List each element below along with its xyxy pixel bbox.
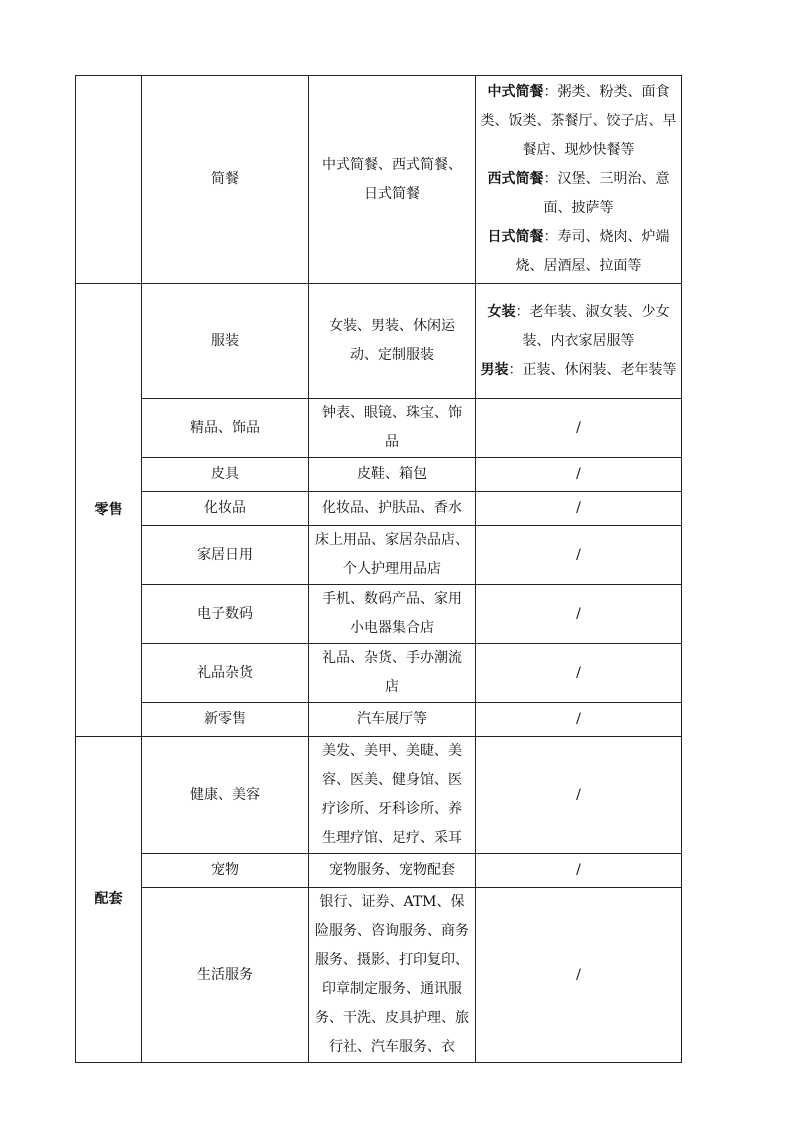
note-line: 女装：老年装、淑女装、少女装、内衣家居服等 xyxy=(487,303,670,349)
examples-cell: 钟表、眼镜、珠宝、饰品 xyxy=(309,399,476,458)
notes-cell xyxy=(476,284,682,399)
type-cell: 服装 xyxy=(142,284,309,399)
category-cell-empty xyxy=(76,76,142,284)
examples-cell: 宠物服务、宠物配套 xyxy=(309,854,476,888)
examples-cell: 化妆品、护肤品、香水 xyxy=(309,492,476,526)
table-row xyxy=(76,737,682,854)
table-row xyxy=(76,854,682,888)
table-row xyxy=(76,284,682,399)
note-label: 女装 xyxy=(487,303,516,320)
examples-cell: 中式简餐、西式简餐、日式简餐 xyxy=(309,76,476,284)
notes-cell: / xyxy=(476,526,682,585)
examples-cell: 手机、数码产品、家用小电器集合店 xyxy=(309,585,476,644)
table-row xyxy=(76,526,682,585)
notes-cell: / xyxy=(476,399,682,458)
table-row xyxy=(76,492,682,526)
notes-cell: / xyxy=(476,458,682,492)
type-cell: 生活服务 xyxy=(142,888,309,1063)
notes-cell: / xyxy=(476,737,682,854)
examples-cell: 礼品、杂货、手办潮流店 xyxy=(309,644,476,703)
notes-cell: / xyxy=(476,644,682,703)
note-line: 中式简餐：粥类、粉类、面食类、饭类、茶餐厅、饺子店、早餐店、现炒快餐等 xyxy=(480,84,677,158)
note-label: 西式简餐 xyxy=(487,171,544,187)
category-cell-support: 配套 xyxy=(76,737,142,1063)
type-cell: 电子数码 xyxy=(142,585,309,644)
type-cell: 简餐 xyxy=(142,76,309,284)
type-cell: 化妆品 xyxy=(142,492,309,526)
type-cell: 皮具 xyxy=(142,458,309,492)
table-row xyxy=(76,458,682,492)
notes-cell: / xyxy=(476,492,682,526)
notes-cell: / xyxy=(476,703,682,737)
table-row xyxy=(76,644,682,703)
note-line: 日式简餐：寿司、烧肉、炉端烧、居酒屋、拉面等 xyxy=(487,229,670,274)
type-cell: 宠物 xyxy=(142,854,309,888)
table-row xyxy=(76,888,682,1063)
notes-cell: / xyxy=(476,888,682,1063)
tenant-category-table xyxy=(75,75,682,1063)
type-cell: 家居日用 xyxy=(142,526,309,585)
note-label: 男装 xyxy=(480,361,509,378)
examples-cell: 皮鞋、箱包 xyxy=(309,458,476,492)
category-cell-retail: 零售 xyxy=(76,284,142,737)
examples-cell: 女装、男装、休闲运动、定制服装 xyxy=(309,284,476,399)
table-row xyxy=(76,399,682,458)
examples-cell: 汽车展厅等 xyxy=(309,703,476,737)
note-line: 男装：正装、休闲装、老年装等 xyxy=(480,361,677,378)
table-row xyxy=(76,585,682,644)
notes-cell xyxy=(476,76,682,284)
type-cell: 精品、饰品 xyxy=(142,399,309,458)
table-row xyxy=(76,76,682,284)
examples-cell: 美发、美甲、美睫、美容、医美、健身馆、医疗诊所、牙科诊所、养生理疗馆、足疗、采耳 xyxy=(309,737,476,854)
note-line: 西式简餐：汉堡、三明治、意面、披萨等 xyxy=(487,171,670,216)
examples-cell: 银行、证券、ATM、保险服务、咨询服务、商务服务、摄影、打印复印、印章制定服务、通讯服务、干洗、皮具护理、旅行社、汽车服务、衣 xyxy=(309,888,476,1063)
notes-cell: / xyxy=(476,585,682,644)
note-label: 中式简餐 xyxy=(487,84,544,100)
type-cell: 礼品杂货 xyxy=(142,644,309,703)
type-cell: 健康、美容 xyxy=(142,737,309,854)
type-cell: 新零售 xyxy=(142,703,309,737)
table-row xyxy=(76,703,682,737)
note-label: 日式简餐 xyxy=(487,229,544,245)
examples-cell: 床上用品、家居杂品店、个人护理用品店 xyxy=(309,526,476,585)
notes-cell: / xyxy=(476,854,682,888)
